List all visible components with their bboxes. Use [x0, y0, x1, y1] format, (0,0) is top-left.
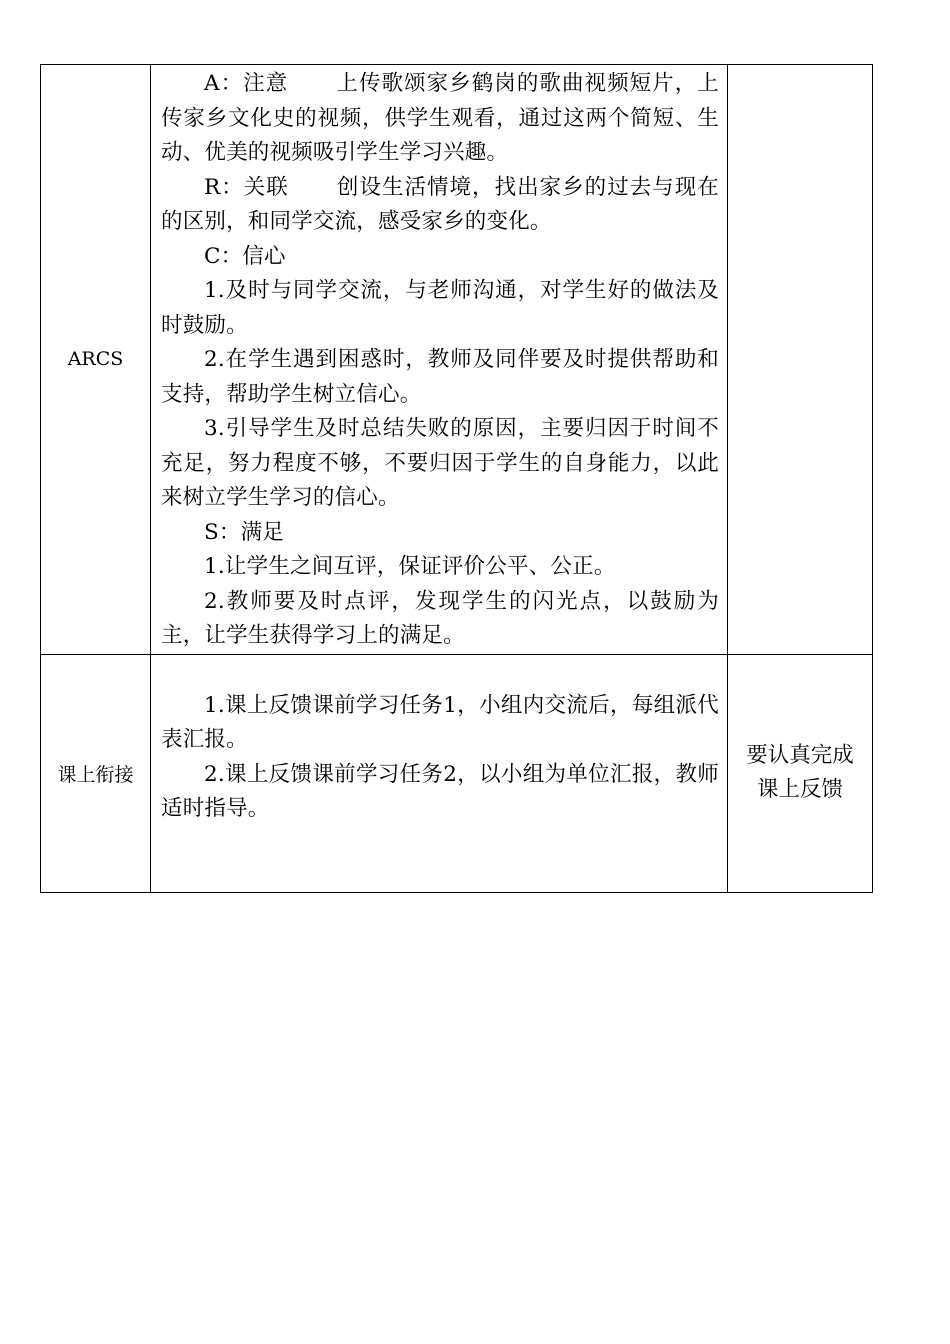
confidence-item: 1.及时与同学交流，与老师沟通，对学生好的做法及时鼓励。	[161, 278, 719, 338]
class-link-content-cell	[151, 654, 728, 892]
arcs-note-cell	[728, 65, 873, 655]
class-link-label: 课上衔接	[57, 763, 134, 786]
confidence-heading: C：信心	[204, 243, 286, 269]
relevance-tag: R：关联	[204, 174, 289, 200]
class-link-item: 1.课上反馈课前学习任务1，小组内交流后，每组派代表汇报。	[161, 692, 719, 752]
lesson-plan-table	[40, 64, 873, 893]
satisfaction-item: 2.教师要及时点评，发现学生的闪光点，以鼓励为主，让学生获得学习上的满足。	[161, 588, 719, 648]
arcs-content-cell	[151, 65, 728, 655]
satisfaction-item: 1.让学生之间互评，保证评价公平、公正。	[204, 554, 616, 579]
class-link-label-cell	[41, 654, 151, 892]
attention-text: 上传歌颂家乡鹤岗的歌曲视频短片，上传家乡文化史的视频，供学生观看，通过这两个简短、生动、优美的视频吸引学生学习兴趣。	[161, 71, 719, 165]
arcs-row	[41, 65, 873, 655]
confidence-item: 2.在学生遇到困惑时，教师及同伴要及时提供帮助和支持，帮助学生树立信心。	[161, 347, 719, 407]
attention-paragraph	[161, 67, 719, 171]
confidence-item: 3.引导学生及时总结失败的原因，主要归因于时间不充足，努力程度不够，不要归因于学生的自身能力，以此来树立学生学习的信心。	[161, 416, 719, 510]
class-link-row	[41, 654, 873, 892]
arcs-label: ARCS	[67, 348, 124, 371]
satisfaction-heading: S：满足	[204, 519, 285, 545]
class-link-item: 2.课上反馈课前学习任务2，以小组为单位汇报，教师适时指导。	[161, 761, 719, 821]
attention-tag: A：注意	[204, 71, 289, 96]
relevance-text: 创设生活情境，找出家乡的过去与现在的区别，和同学交流，感受家乡的变化。	[161, 174, 719, 234]
class-link-note: 要认真完成课上反馈	[728, 654, 873, 892]
arcs-label-cell	[41, 65, 151, 655]
relevance-paragraph	[161, 171, 719, 240]
